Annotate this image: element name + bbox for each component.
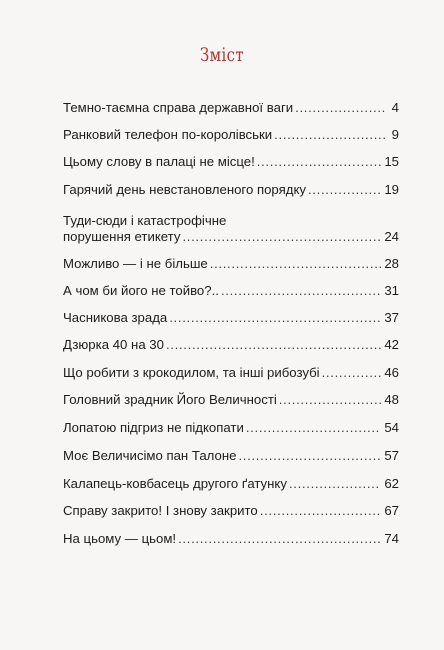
- toc-entry-page: 24: [384, 229, 399, 244]
- toc-entry-page: 54: [384, 420, 399, 435]
- dot-leader: [322, 365, 382, 381]
- dot-leader: [260, 503, 382, 519]
- toc-entry-page: 15: [384, 154, 399, 169]
- toc-entry-title: порушення етикету: [63, 229, 181, 244]
- toc-entry-title: Моє Величисімо пан Талоне: [63, 448, 237, 463]
- toc-entry-title: Справу закрито! І знову закрито: [63, 503, 258, 518]
- toc-entry: [63, 476, 399, 492]
- dot-leader: [238, 448, 381, 464]
- dot-leader: [169, 310, 381, 326]
- dot-leader: [221, 283, 381, 299]
- toc-entry-title: Калапець-ковбасець другого ґатунку: [63, 476, 287, 491]
- toc-entry-title: Можливо — і не більше: [63, 256, 208, 271]
- toc-entry-page: 67: [384, 503, 399, 518]
- toc-entry: [63, 127, 399, 143]
- toc-entry: [63, 420, 399, 436]
- toc-entry: [63, 182, 399, 198]
- toc-entry-page: 37: [384, 310, 399, 325]
- toc-entry-title: На цьому — цьом!: [63, 531, 177, 546]
- contents-heading: Зміст: [200, 44, 244, 66]
- dot-leader: [279, 392, 382, 408]
- toc-entry-title: Гарячий день невстановленого порядку: [63, 182, 306, 197]
- toc-entry: [63, 256, 399, 272]
- toc-entry: [63, 310, 399, 326]
- toc-entry-title: Ранковий телефон по-королівськи: [63, 127, 273, 142]
- toc-entry-page: 57: [384, 448, 399, 463]
- toc-entry: [63, 283, 399, 299]
- dot-leader: [182, 229, 381, 245]
- dot-leader: [210, 256, 382, 272]
- dot-leader: [308, 182, 381, 198]
- dot-leader: [166, 337, 381, 353]
- dot-leader: [295, 100, 386, 116]
- toc-entry-title: Часникова зрада: [63, 310, 168, 325]
- toc-entry-title: Що робити з крокодилом, та інші рибозубі: [63, 365, 320, 380]
- toc-entry-title: Темно-таємна справа державної ваги: [63, 100, 294, 115]
- toc-entry: [63, 154, 399, 170]
- toc-entry-page: 4: [391, 100, 399, 115]
- toc-entry-title: Цьому слову в палаці не місце!: [63, 154, 255, 169]
- toc-entry-page: 74: [384, 531, 399, 546]
- toc-entry-page: 9: [391, 127, 399, 142]
- toc-entry-page: 62: [384, 476, 399, 491]
- toc-entry-page: 19: [384, 182, 399, 197]
- toc-entry: [63, 503, 399, 519]
- toc-entry-title: Головний зрадник Його Величності: [63, 392, 277, 407]
- toc-entry: [63, 213, 399, 245]
- toc-entry-page: 28: [384, 256, 399, 271]
- toc-entry: [63, 365, 399, 381]
- toc-entry-page: 48: [384, 392, 399, 407]
- dot-leader: [257, 154, 382, 170]
- toc-entry: [63, 531, 399, 547]
- toc-entry-page: 46: [384, 365, 399, 380]
- toc-entry: [63, 337, 399, 353]
- toc-entry-title: Дзюрка 40 на 30: [63, 337, 164, 352]
- dot-leader: [246, 420, 381, 436]
- toc-entry-title-line1: Туди-сюди і катастрофічне: [63, 213, 227, 228]
- toc-entry: [63, 392, 399, 408]
- toc-entry: [63, 100, 399, 116]
- toc-entry-page: 42: [384, 337, 399, 352]
- toc-entry: [63, 448, 399, 464]
- dot-leader: [178, 531, 381, 547]
- toc-entry-title: А чом би його не тойво?..: [63, 283, 219, 298]
- dot-leader: [289, 476, 381, 492]
- dot-leader: [274, 127, 386, 143]
- toc-entry-title: Лопатою підгриз не підкопати: [63, 420, 244, 435]
- toc-entry-page: 31: [384, 283, 399, 298]
